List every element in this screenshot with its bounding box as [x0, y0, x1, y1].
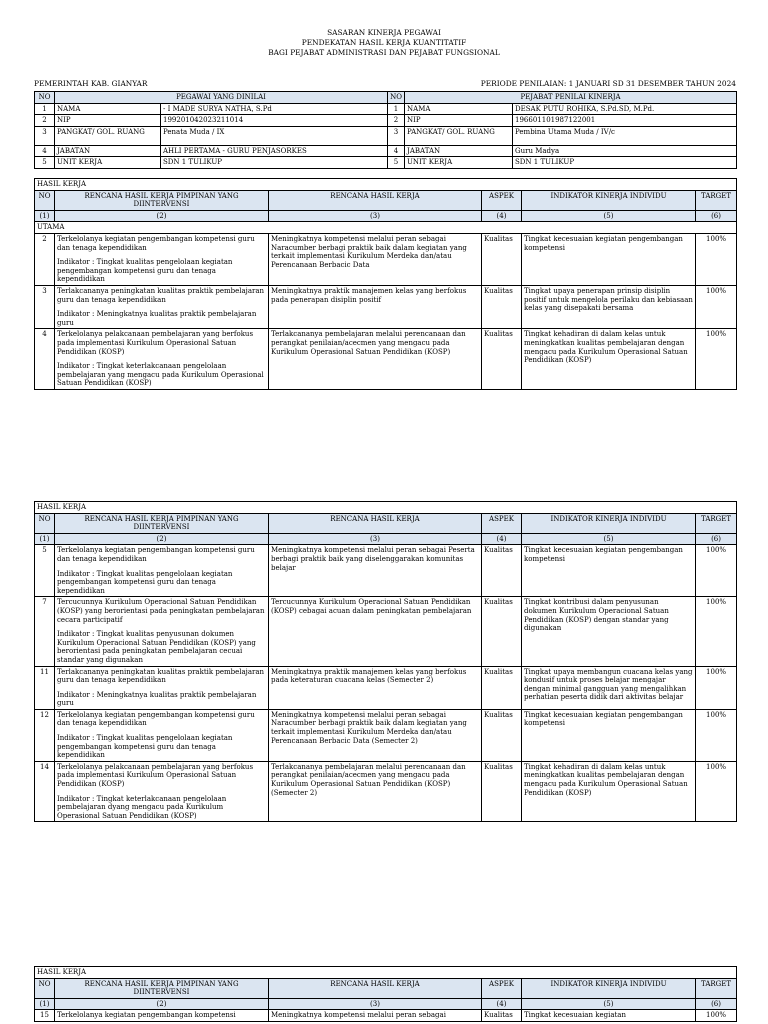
- column-number: (2): [55, 210, 269, 222]
- column-number: (1): [35, 533, 55, 545]
- column-number: (1): [35, 998, 55, 1010]
- row-no: 14: [35, 761, 55, 822]
- column-number-row: [35, 998, 737, 1010]
- identity-label-2: JABATAN: [405, 145, 513, 157]
- target-cell: 100%: [696, 329, 737, 390]
- pegawai-jabatan: AHLI PERTAMA - GURU PENJASORKES: [161, 145, 388, 157]
- table-row: [35, 545, 737, 597]
- col-indikator: INDIKATOR KINERJA INDIVIDU: [522, 978, 696, 998]
- indikator-cell: Tingkat kecesuaian kegiatan pengembangan kompetensi: [522, 545, 696, 597]
- identity-no-2: 4: [388, 145, 405, 157]
- aspek-cell: Kualitas: [482, 666, 522, 709]
- col-no: NO: [35, 92, 55, 104]
- aspek-cell: Kualitas: [482, 329, 522, 390]
- identity-no: 4: [35, 145, 55, 157]
- title-line-2: PENDEKATAN HASIL KERJA KUANTITATIF: [301, 38, 467, 47]
- pimpinan-text: Terkelolanya pelakcanaan pembelajaran yang berfokus pada implementasi Kurikulum Operasional Satuan Pendidikan (KOSP): [57, 330, 254, 356]
- indikator-cell: Tingkat kecesuaian kegiatan pengembangan kompetensi: [522, 709, 696, 761]
- pimpinan-text: Terkelolanya kegiatan pengembangan kompetensi: [57, 1011, 236, 1020]
- rencana-pimpinan-cell: [55, 709, 269, 761]
- rencana-pimpinan-cell: [55, 285, 269, 328]
- identity-label: NAMA: [55, 103, 161, 115]
- instansi-label: PEMERINTAH KAB. GIANYAR: [34, 79, 148, 88]
- identity-no: 2: [35, 115, 55, 127]
- aspek-cell: Kualitas: [482, 709, 522, 761]
- identity-no-2: 2: [388, 115, 405, 127]
- col-rencana-pimpinan: RENCANA HASIL KERJA PIMPINAN YANG DIINTERVENSI: [55, 978, 269, 998]
- table-row: [35, 666, 737, 709]
- col-no: NO: [35, 513, 55, 533]
- pimpinan-indikator: Indikator : Tingkat kualitas pengelolaan kegiatan pengembangan kompetensi guru dan tenaga kependidikan: [57, 734, 233, 760]
- column-number-row: [35, 533, 737, 545]
- pimpinan-text: Terkelolanya kegiatan pengembangan kompetensi guru dan tenaga kependidikan: [57, 710, 255, 728]
- pimpinan-indikator: Indikator : Tingkat keterlakcanaan pengelolaan pembelajaran dyang mengacu pada Kurikulum Operasional Satuan Pendidikan (KOSP): [57, 794, 227, 820]
- target-cell: 100%: [696, 1010, 737, 1022]
- pegawai-title: PEGAWAI YANG DINILAI: [55, 92, 388, 104]
- col-aspek: ASPEK: [482, 978, 522, 998]
- rencana-cell: Meningkatnya kompetensi melalui peran sebagai Naracumber berbagi praktik baik dalam kegiatan yang terkait implementasi Kurikulum Merdeka dan/atau Perencanaan Berbacic Data: [269, 233, 482, 285]
- pimpinan-text: Terlakcananya peningkatan kualitas praktik pembelajaran guru dan tenaga kependidikan: [57, 286, 265, 304]
- column-number: (2): [55, 533, 269, 545]
- identity-no: 5: [35, 157, 55, 169]
- rencana-pimpinan-cell: [55, 329, 269, 390]
- column-number: (4): [482, 533, 522, 545]
- column-number-row: [35, 210, 737, 222]
- row-no: 7: [35, 597, 55, 666]
- meta-row: [34, 79, 736, 88]
- pejabat-nip: 196601101987122001: [513, 115, 737, 127]
- row-no: 11: [35, 666, 55, 709]
- pegawai-nip: 199201042023211014: [161, 115, 388, 127]
- column-number: (5): [522, 998, 696, 1010]
- hasil-kerja-table-1: [34, 178, 737, 390]
- identity-label: JABATAN: [55, 145, 161, 157]
- pimpinan-indikator: Indikator : Meningkatnya kualitas praktik pembelajaran guru: [57, 310, 257, 327]
- col-no: NO: [35, 190, 55, 210]
- col-aspek: ASPEK: [482, 513, 522, 533]
- identity-header-row: [35, 92, 737, 104]
- periode-label: PERIODE PENILAIAN: 1 JANUARI SD 31 DESEMBER TAHUN 2024: [480, 79, 736, 88]
- column-number: (5): [522, 533, 696, 545]
- pimpinan-text: Tercucunnya Kurikulum Operacional Satuan Pendidikan (KOSP) yang berorientasi pada peningkatan pembelajaran cecara participatif: [57, 598, 265, 624]
- pimpinan-indikator: Indikator : Meningkatnya kualitas praktik pembelajaran guru: [57, 690, 257, 708]
- target-cell: 100%: [696, 709, 737, 761]
- pegawai-unit: SDN 1 TULIKUP: [161, 157, 388, 169]
- rencana-pimpinan-cell: [55, 666, 269, 709]
- identity-row: [35, 145, 737, 157]
- aspek-cell: Kualitas: [482, 285, 522, 328]
- rencana-cell: Meningkatnya praktik manajemen kelas yang berfokus pada keteraturan cuacana kelas (Semecter 2): [269, 666, 482, 709]
- target-cell: 100%: [696, 761, 737, 822]
- column-number: (2): [55, 998, 269, 1010]
- col-no-2: NO: [388, 92, 405, 104]
- indikator-cell: Tingkat upaya membangun cuacana kelas yang kondusif untuk proses belajar mengajar dengan minimal gangguan yang mengalihkan perhatian peserta didik dari aktivitas belajar: [522, 666, 696, 709]
- identity-table: [34, 91, 737, 169]
- identity-row: [35, 115, 737, 127]
- table-row: [35, 1010, 737, 1022]
- column-header-row: [35, 513, 737, 533]
- pimpinan-indikator: Indikator : Tingkat keterlakcanaan pengelolaan pembelajaran yang mengacu pada Kurikulum Operasional Satuan Pendidikan (KOSP): [57, 362, 264, 388]
- hasil-kerja-table-3: [34, 966, 737, 1022]
- title-line-3: BAGI PEJABAT ADMINISTRASI DAN PEJABAT FUNGSIONAL: [268, 48, 500, 57]
- col-rencana: RENCANA HASIL KERJA: [269, 978, 482, 998]
- title-line-1: SASARAN KINERJA PEGAWAI: [327, 28, 441, 37]
- target-cell: 100%: [696, 285, 737, 328]
- rencana-pimpinan-cell: [55, 1010, 269, 1022]
- rencana-pimpinan-cell: [55, 761, 269, 822]
- identity-row: [35, 126, 737, 145]
- table-row: [35, 233, 737, 285]
- rencana-pimpinan-cell: [55, 597, 269, 666]
- rencana-cell: Meningkatnya kompetensi melalui peran sebagai: [269, 1010, 482, 1022]
- table-row: [35, 761, 737, 822]
- identity-no: 1: [35, 103, 55, 115]
- hasil-kerja-table-2: [34, 501, 737, 822]
- target-cell: 100%: [696, 545, 737, 597]
- aspek-cell: Kualitas: [482, 597, 522, 666]
- pimpinan-indikator: Indikator : Tingkat kualitas pengelolaan kegiatan pengembangan kompetensi guru dan tenaga kependidikan: [57, 258, 233, 284]
- section-label: HASIL KERJA: [35, 502, 737, 514]
- column-number: (3): [269, 998, 482, 1010]
- aspek-cell: Kualitas: [482, 761, 522, 822]
- row-no: 2: [35, 233, 55, 285]
- column-number: (1): [35, 210, 55, 222]
- identity-no: 3: [35, 126, 55, 145]
- row-no: 15: [35, 1010, 55, 1022]
- col-rencana: RENCANA HASIL KERJA: [269, 513, 482, 533]
- identity-label: NIP: [55, 115, 161, 127]
- row-no: 5: [35, 545, 55, 597]
- row-no: 12: [35, 709, 55, 761]
- identity-row: [35, 157, 737, 169]
- rencana-cell: Meningkatnya praktik manajemen kelas yang berfokus pada penerapan disiplin positif: [269, 285, 482, 328]
- rencana-cell: Tercucunnya Kurikulum Operacional Satuan Pendidikan (KOSP) cebagai acuan dalam peningkatan pembelajaran: [269, 597, 482, 666]
- col-rencana: RENCANA HASIL KERJA: [269, 190, 482, 210]
- pimpinan-indikator: Indikator : Tingkat kualitas penyusunan dokumen Kurikulum Operacional Satuan Pendidikan (KOSP) yang berorientasi pada peningkatan pembelajaran cecuai standar yang digunakan: [57, 630, 256, 664]
- pejabat-pangkat: Pembina Utama Muda / IV/c: [513, 126, 737, 145]
- section-row: [35, 967, 737, 979]
- indikator-cell: Tingkat kecesuaian kegiatan pengembangan kompetensi: [522, 233, 696, 285]
- pimpinan-text: Terkelolanya kegiatan pengembangan kompetensi guru dan tenaga kependidikan: [57, 234, 255, 252]
- identity-no-2: 5: [388, 157, 405, 169]
- rencana-cell: Terlakcananya pembelajaran melalui perencanaan dan perangkat penilaian/acecmen yang mengacu pada Kurikulum Operasional Satuan Pendidikan (KOSP) (Semecter 2): [269, 761, 482, 822]
- table-row: [35, 285, 737, 328]
- pejabat-nama: DESAK PUTU ROHIKA, S.Pd.SD, M.Pd.: [513, 103, 737, 115]
- pimpinan-text: Terkelolanya kegiatan pengembangan kompetensi guru dan tenaga kependidikan: [57, 546, 255, 563]
- aspek-cell: Kualitas: [482, 1010, 522, 1022]
- pejabat-unit: SDN 1 TULIKUP: [513, 157, 737, 169]
- identity-row: [35, 103, 737, 115]
- target-cell: 100%: [696, 597, 737, 666]
- rencana-pimpinan-cell: [55, 545, 269, 597]
- pegawai-nama: - I MADE SURYA NATHA, S.Pd: [161, 103, 388, 115]
- rencana-pimpinan-cell: [55, 233, 269, 285]
- pejabat-title: PEJABAT PENILAI KINERJA: [405, 92, 737, 104]
- row-no: 4: [35, 329, 55, 390]
- utama-label: UTAMA: [35, 222, 737, 234]
- rencana-cell: Meningkatnya kompetensi melalui peran sebagai Peserta berbagi praktik baik yang diselenggarakan komunitas belajar: [269, 545, 482, 597]
- identity-label-2: NAMA: [405, 103, 513, 115]
- document-titles: [0, 28, 768, 58]
- identity-label-2: PANGKAT/ GOL. RUANG: [405, 126, 513, 145]
- identity-label-2: NIP: [405, 115, 513, 127]
- column-number: (6): [696, 998, 737, 1010]
- target-cell: 100%: [696, 233, 737, 285]
- target-cell: 100%: [696, 666, 737, 709]
- pegawai-pangkat: Penata Muda / IX: [161, 126, 388, 145]
- row-no: 3: [35, 285, 55, 328]
- indikator-cell: Tingkat kehadiran di dalam kelas untuk meningkatkan kualitas pembelajaran dengan mengacu pada Kurikulum Operasional Satuan Pendidikan (KOSP): [522, 761, 696, 822]
- identity-label: UNIT KERJA: [55, 157, 161, 169]
- pimpinan-text: Terkelolanya pelakcanaan pembelajaran yang berfokus pada implementasi Kurikulum Operasional Satuan Pendidikan (KOSP): [57, 762, 254, 789]
- column-number: (4): [482, 998, 522, 1010]
- identity-label: PANGKAT/ GOL. RUANG: [55, 126, 161, 145]
- pimpinan-indikator: Indikator : Tingkat kualitas pengelolaan kegiatan pengembangan kompetensi guru dan tenaga kependidikan: [57, 569, 233, 595]
- pimpinan-text: Terlakcananya peningkatan kualitas praktik pembelajaran guru dan tenaga kependidikan: [57, 667, 265, 685]
- table-row: [35, 597, 737, 666]
- col-aspek: ASPEK: [482, 190, 522, 210]
- column-header-row: [35, 978, 737, 998]
- section-row: [35, 179, 737, 191]
- pejabat-jabatan: Guru Madya: [513, 145, 737, 157]
- identity-label-2: UNIT KERJA: [405, 157, 513, 169]
- table-row: [35, 329, 737, 390]
- col-target: TARGET: [696, 513, 737, 533]
- section-row: [35, 502, 737, 514]
- rencana-cell: Meningkatnya kompetensi melalui peran sebagai Naracumber berbagi praktik baik dalam kegiatan yang terkait implementasi Kurikulum Merdeka dan/atau Perencanaan Berbacic Data (Semecter 2): [269, 709, 482, 761]
- column-number: (4): [482, 210, 522, 222]
- column-header-row: [35, 190, 737, 210]
- col-target: TARGET: [696, 978, 737, 998]
- indikator-cell: Tingkat kecesuaian kegiatan: [522, 1010, 696, 1022]
- identity-no-2: 3: [388, 126, 405, 145]
- column-number: (6): [696, 210, 737, 222]
- identity-no-2: 1: [388, 103, 405, 115]
- col-indikator: INDIKATOR KINERJA INDIVIDU: [522, 513, 696, 533]
- utama-row: [35, 222, 737, 234]
- indikator-cell: Tingkat upaya penerapan prinsip disiplin positif untuk mengelola perilaku dan kebiasaan kelas yang disepakati bersama: [522, 285, 696, 328]
- section-label: HASIL KERJA: [35, 179, 737, 191]
- aspek-cell: Kualitas: [482, 545, 522, 597]
- column-number: (5): [522, 210, 696, 222]
- col-indikator: INDIKATOR KINERJA INDIVIDU: [522, 190, 696, 210]
- indikator-cell: Tingkat kontribusi dalam penyusunan dokumen Kurikulum Operacional Satuan Pendidikan (KOSP) dengan standar yang digunakan: [522, 597, 696, 666]
- rencana-cell: Terlakcananya pembelajaran melalui perencanaan dan perangkat penilaian/acecmen yang mengacu pada Kurikulum Operasional Satuan Pendidikan (KOSP): [269, 329, 482, 390]
- col-rencana-pimpinan: RENCANA HASIL KERJA PIMPINAN YANG DIINTERVENSI: [55, 513, 269, 533]
- col-no: NO: [35, 978, 55, 998]
- aspek-cell: Kualitas: [482, 233, 522, 285]
- table-row: [35, 709, 737, 761]
- indikator-cell: Tingkat kehadiran di dalam kelas untuk meningkatkan kualitas pembelajaran dengan mengacu pada Kurikulum Operasional Satuan Pendidikan (KOSP): [522, 329, 696, 390]
- column-number: (3): [269, 210, 482, 222]
- section-label: HASIL KERJA: [35, 967, 737, 979]
- column-number: (3): [269, 533, 482, 545]
- col-target: TARGET: [696, 190, 737, 210]
- col-rencana-pimpinan: RENCANA HASIL KERJA PIMPINAN YANG DIINTERVENSI: [55, 190, 269, 210]
- column-number: (6): [696, 533, 737, 545]
